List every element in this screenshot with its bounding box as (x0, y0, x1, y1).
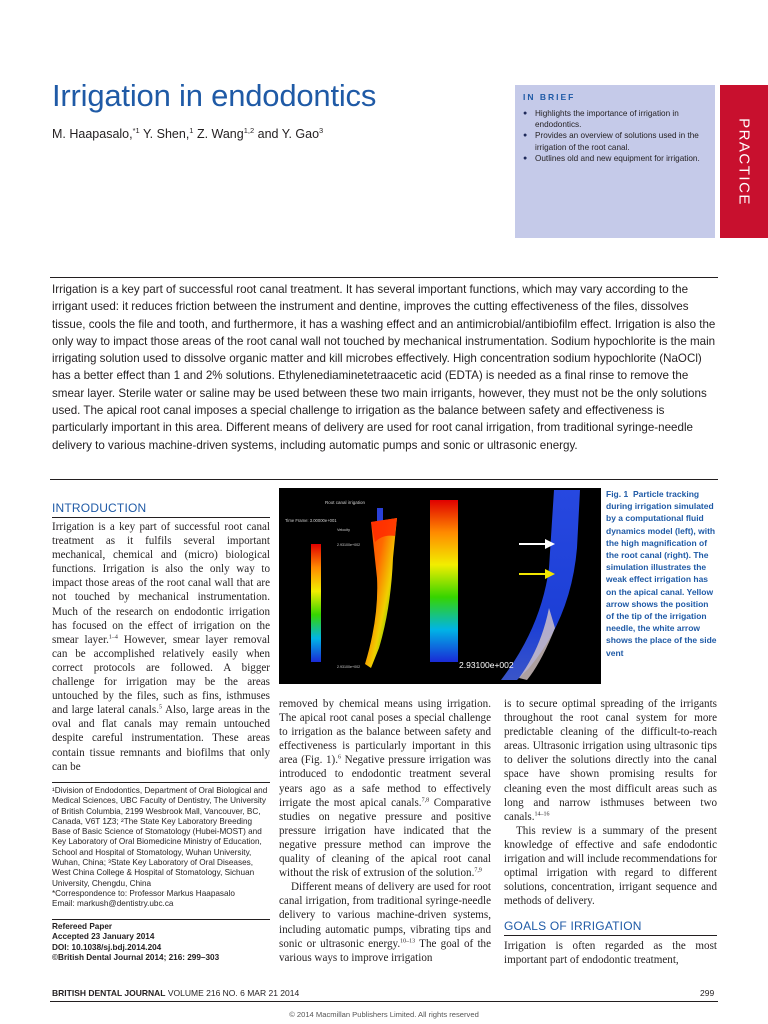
in-brief-heading: IN BRIEF (523, 92, 576, 102)
figure-time-frame: Time Frame: 3.00000e+001 (285, 518, 337, 523)
footer-rule (50, 1001, 718, 1002)
text: removed by chemical means using irrigation. The apical root canal poses a special challenge to irrigation as the balance between safety and effectiveness is particularly important in this area (Fig. 1). (279, 698, 491, 767)
figure-caption-label: Fig. 1 (606, 489, 629, 499)
velocity-color-scale (311, 544, 321, 662)
citation-ref: 6 (337, 754, 341, 761)
citation-ref: 14–16 (534, 811, 550, 818)
heading-rule (52, 517, 270, 518)
paragraph: This review is a summary of the present knowledge of effective and safe endodontic irrigation and will include recommendations for optimal irrigation with regard to different solutions, concentration, irrigant sequence and methods of delivery. (504, 824, 717, 908)
paragraph (279, 880, 491, 965)
paragraph (279, 697, 491, 880)
text: Comparative studies on negative pressure and positive pressure irrigation have indicated that the negative pressure method can improve the quality of cleaning of the apical root canal without the risk of extrusion of the solution. (279, 796, 491, 880)
text: However, smear layer removal can be accomplished relatively easily when correct protocols are followed. A bigger challenge for irrigation may be the areas untouched by the files, such as fins, isthmuses and large lateral canals. (52, 633, 270, 717)
cfd-simulation-image (279, 488, 601, 684)
abstract: Irrigation is a key part of successful root canal treatment. It has several important functions, which may vary according to the irrigant used: it reduces friction between the instrument and dentine, improves the cutting effectiveness of the files, dissolves tissue, cools the file and tooth, and furthermore, it has a washing effect and an antimicrobial/antibiofilm effect. Irrigation is also the only way to impact those areas of the root canal wall not touched by mechanical instrumentation. Sodium hypochlorite is the main irrigating solution used to dissolve organic matter and kill microbes effectively. High concentration sodium hypochlorite (NaOCl) has a better effect than 1 and 2% solutions. Ethylenediaminetetraacetic acid (EDTA) is needed as a final rinse to remove the smear layer. Sterile water or saline may be used between these two main irrigants, however, they must not be the only solutions used. The apical root canal imposes a special challenge to irrigation as the balance between safety and effectiveness is particularly important in this area. Different means of delivery are used for root canal irrigation, from traditional syringe-needle delivery to various machine-driven systems, including automatic pumps and sonic or ultrasonic energy. (52, 283, 716, 452)
paragraph (52, 520, 270, 774)
paper-info-rule (52, 919, 270, 920)
scale-max-label: 2.93100e+002 (337, 543, 361, 547)
figure-caption-text: Particle tracking during irrigation simulated by a computational fluid dynamics model (left), with the high magnification of the root canal (right). The simulation illustrates the weak effect irrigation has on the apical canal. Yellow arrow shows the position of the tip of the irrigation needle, the white arrow shows the place of the side vent (606, 489, 717, 658)
paragraph: Irrigation is often regarded as the most important part of endodontic treatment, (504, 940, 717, 967)
accepted-date: Accepted 23 January 2014 (52, 932, 155, 942)
figure-1 (279, 488, 601, 684)
abstract-bottom-rule (50, 479, 718, 480)
introduction-heading: INTRODUCTION (52, 501, 147, 515)
text: Different means of delivery are used for root canal irrigation, from traditional syringe-needle delivery to various machine-driven systems, including automatic pumps, vibrating tips and sonic or ultrasonic energy. (279, 881, 491, 950)
in-brief-item: ● Outlines old and new equipment for irrigation. (523, 153, 709, 164)
figure-legend-label: Velocity (337, 528, 351, 532)
paragraph (504, 697, 717, 824)
citation-ref: 10–13 (400, 937, 416, 944)
author-affiliation-mark: 1 (189, 126, 194, 135)
author-affiliation-mark: 1,2 (243, 126, 255, 135)
paper-info (52, 922, 270, 963)
email: Email: markush@dentistry.ubc.ca (52, 899, 174, 909)
root-canal-model (365, 518, 397, 668)
author-name: Y. Shen, (139, 127, 190, 142)
article-title: Irrigation in endodontics (52, 78, 377, 113)
citation-ref: 7,8 (421, 796, 430, 803)
citation-ref: 5 (158, 704, 162, 711)
figure-caption (606, 488, 718, 659)
goals-body (504, 939, 717, 967)
in-brief-item: ● Provides an overview of solutions used in the irrigation of the root canal. (523, 130, 709, 152)
text: The goal of the various ways to improve irrigation (279, 937, 491, 964)
white-arrow-icon (519, 539, 555, 549)
figure-panel-title: Root canal irrigation (325, 500, 366, 505)
page-number: 299 (700, 988, 715, 998)
author-affiliation-mark: 3 (319, 126, 324, 135)
author-name: and Y. Gao (254, 127, 320, 142)
author-name: Z. Wang (193, 127, 244, 142)
author-affiliation-mark: *1 (132, 126, 140, 135)
in-brief-box (515, 85, 715, 238)
correspondence: *Correspondence to: Professor Markus Haapasalo (52, 888, 235, 898)
column-3-body (504, 697, 717, 908)
goals-heading: GOALS OF IRRIGATION (504, 919, 642, 933)
journal-issue: VOLUME 216 NO. 6 MAR 21 2014 (165, 988, 300, 998)
magnified-color-scale (430, 500, 458, 662)
doi: DOI: 10.1038/sj.bdj.2014.204 (52, 942, 162, 952)
text: Irrigation is a key part of successful root canal treatment as it fulfils several important mechanical, chemical and (micro) biological functions. Irrigation is also the only way to impact those areas of the root canal wall that are not touched by mechanical instrumentation. Much of the research on endodontic irrigation has focused on the effect of irrigation on the smear layer. (52, 521, 270, 646)
citation-ref: 7,9 (474, 867, 482, 874)
citation-ref: 1–4 (108, 634, 118, 641)
abstract-top-rule (50, 277, 718, 278)
section-tab (720, 85, 768, 238)
magnified-scale-label: 2.93100e+002 (459, 660, 514, 670)
author-list (52, 126, 323, 141)
in-brief-list (523, 108, 709, 164)
journal-name: BRITISH DENTAL JOURNAL (52, 988, 166, 998)
column-2-body (279, 697, 491, 965)
affiliation-rule (52, 782, 270, 783)
author-affiliations (52, 786, 270, 910)
copyright-notice: © 2014 Macmillan Publishers Limited. All rights reserved (289, 1010, 479, 1019)
paper-type: Refereed Paper (52, 922, 113, 931)
citation: ©British Dental Journal 2014; 216: 299–303 (52, 952, 220, 962)
text: Negative pressure irrigation was introduced to endodontic treatment several years ago as a safe method to effectively irrigate the most apical canals. (279, 754, 491, 809)
affiliation-text: ¹Division of Endodontics, Department of Oral Biological and Medical Sciences, UBC Faculty of Dentistry, The University of British Columbia, 2199 Wesbrook Mall, Vancouver, BC, Canada, V6T 1Z3; ²The State Key Laboratory Breeding Base of Basic Science of Stomatology (Hubei-MOST) and Key Laboratory of Oral Biomedicine Ministry of Education, School and Hospital of Stomatology, Wuhan University, Wuhan, China; ³State Key Laboratory of Oral Diseases, West China College & Hospital of Stomatology, Sichuan University, Chengdu, China (52, 786, 268, 888)
in-brief-item: ● Highlights the importance of irrigation in endodontics. (523, 108, 709, 130)
section-tab-label: PRACTICE (735, 117, 753, 206)
text: is to secure optimal spreading of the irrigants throughout the root canal system for more predictable cleaning of the difficult-to-reach areas. Ultrasonic irrigation using ultrasonic tips to deliver the solutions directly into the canal space have shown promising results for cleaning even the most difficult areas such as long and narrow isthmuses between two canals. (504, 698, 717, 823)
scale-min-label: 2.93100e+002 (337, 665, 361, 669)
author-name: M. Haapasalo, (52, 127, 133, 142)
text: Also, large areas in the oval and flat canals may remain untouched despite careful instrumentation. These areas contain tissue remnants and biofilms that only can be (52, 704, 270, 773)
heading-rule (504, 935, 717, 936)
introduction-body (52, 520, 270, 774)
journal-footer (52, 988, 299, 998)
